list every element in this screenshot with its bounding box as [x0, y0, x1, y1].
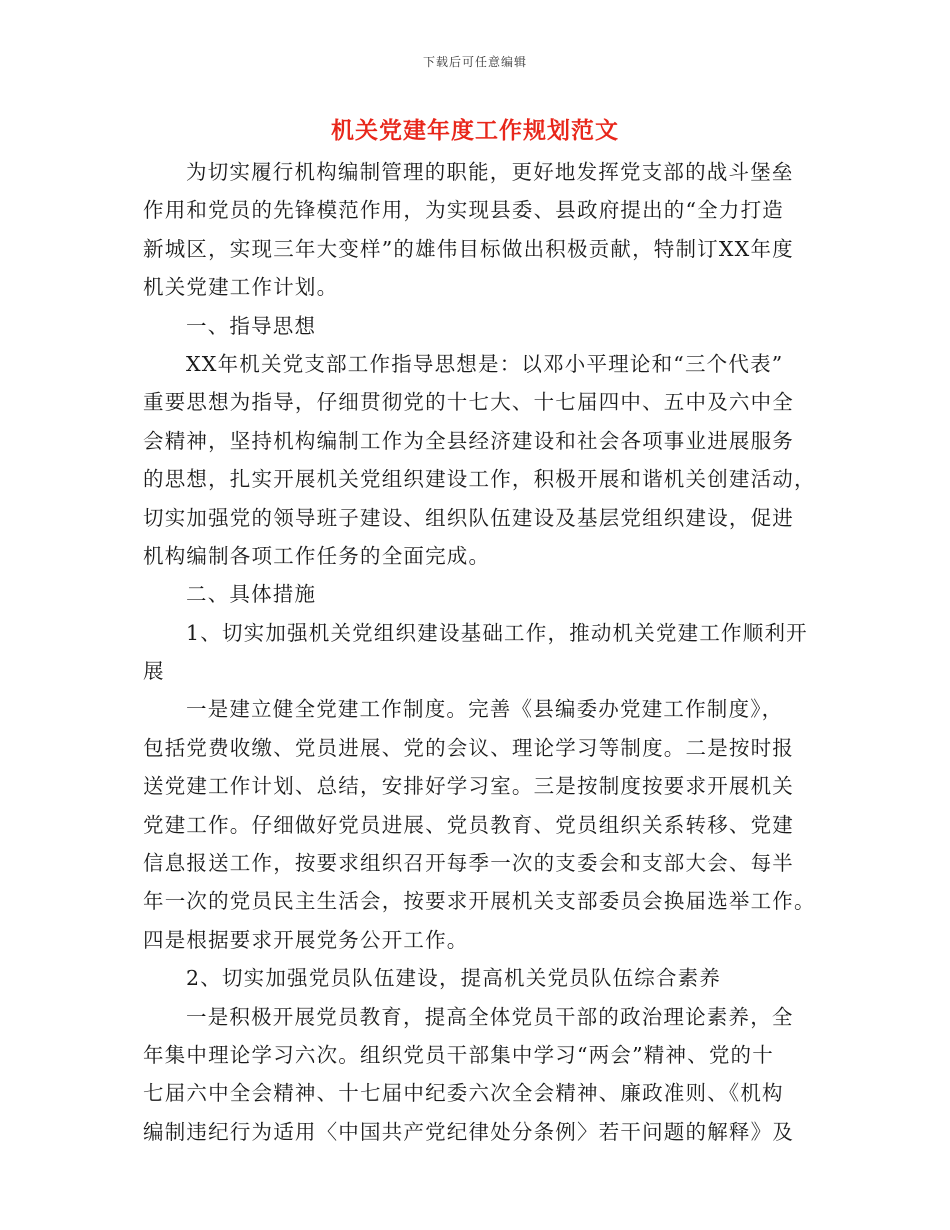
document-body — [143, 153, 816, 1151]
text-line: 一是积极开展党员教育，提高全体党员干部的政治理论素养，全 — [186, 1004, 794, 1029]
text-line: 重要思想为指导，仔细贯彻党的十七大、十七届四中、五中及六中全 — [143, 390, 794, 415]
text-line: 一是建立健全党建工作制度。完善《县编委办党建工作制度》， — [186, 697, 784, 722]
text-line: 编制违纪行为适用〈中国共产党纪律处分条例〉若干问题的解释》及 — [143, 1119, 794, 1144]
header-note: 下载后可任意编辑 — [422, 55, 527, 69]
text-line: 机构编制各项工作任务的全面完成。 — [143, 543, 491, 568]
text-line: 信息报送工作，按要求组织召开每季一次的支委会和支部大会、每半 — [143, 851, 794, 876]
text-line: 1、切实加强机关党组织建设基础工作，推动机关党建工作顺利开 — [186, 620, 808, 645]
text-line: 新城区，实现三年大变样”的雄伟目标做出积极贡献，特制订XX年度 — [143, 236, 794, 261]
document-title: 机关党建年度工作规划范文 — [331, 117, 619, 144]
text-line: 党建工作。仔细做好党员进展、党员教育、党员组织关系转移、党建 — [143, 812, 794, 837]
text-line: 2、切实加强党员队伍建设，提高机关党员队伍综合素养 — [186, 966, 722, 991]
text-line: XX年机关党支部工作指导思想是：以邓小平理论和“三个代表” — [186, 351, 784, 376]
text-line: 为切实履行机构编制管理的职能，更好地发挥党支部的战斗堡垒 — [186, 160, 794, 184]
text-line: 一、指导思想 — [186, 313, 317, 338]
text-line: 作用和党员的先锋模范作用，为实现县委、县政府提出的“全力打造 — [143, 198, 784, 223]
text-line: 二、具体措施 — [186, 582, 317, 607]
text-line: 年一次的党员民主生活会，按要求开展机关支部委员会换届选举工作。 — [143, 889, 816, 914]
text-line: 送党建工作计划、总结，安排好学习室。三是按制度按要求开展机关 — [143, 774, 794, 799]
text-line: 年集中理论学习六次。组织党员干部集中学习“两会”精神、党的十 — [143, 1042, 774, 1067]
text-line: 七届六中全会精神、十七届中纪委六次全会精神、廉政准则、《机构 — [143, 1081, 784, 1106]
text-line: 的思想，扎实开展机关党组织建设工作，积极开展和谐机关创建活动， — [143, 467, 816, 492]
text-line: 展 — [143, 659, 165, 684]
text-line: 会精神，坚持机构编制工作为全县经济建设和社会各项事业进展服务 — [143, 428, 794, 453]
text-line: 包括党费收缴、党员进展、党的会议、理论学习等制度。二是按时报 — [143, 735, 794, 760]
text-line: 切实加强党的领导班子建设、组织队伍建设及基层党组织建设，促进 — [143, 505, 794, 530]
text-line: 四是根据要求开展党务公开工作。 — [143, 927, 469, 952]
text-line: 机关党建工作计划。 — [143, 275, 339, 300]
